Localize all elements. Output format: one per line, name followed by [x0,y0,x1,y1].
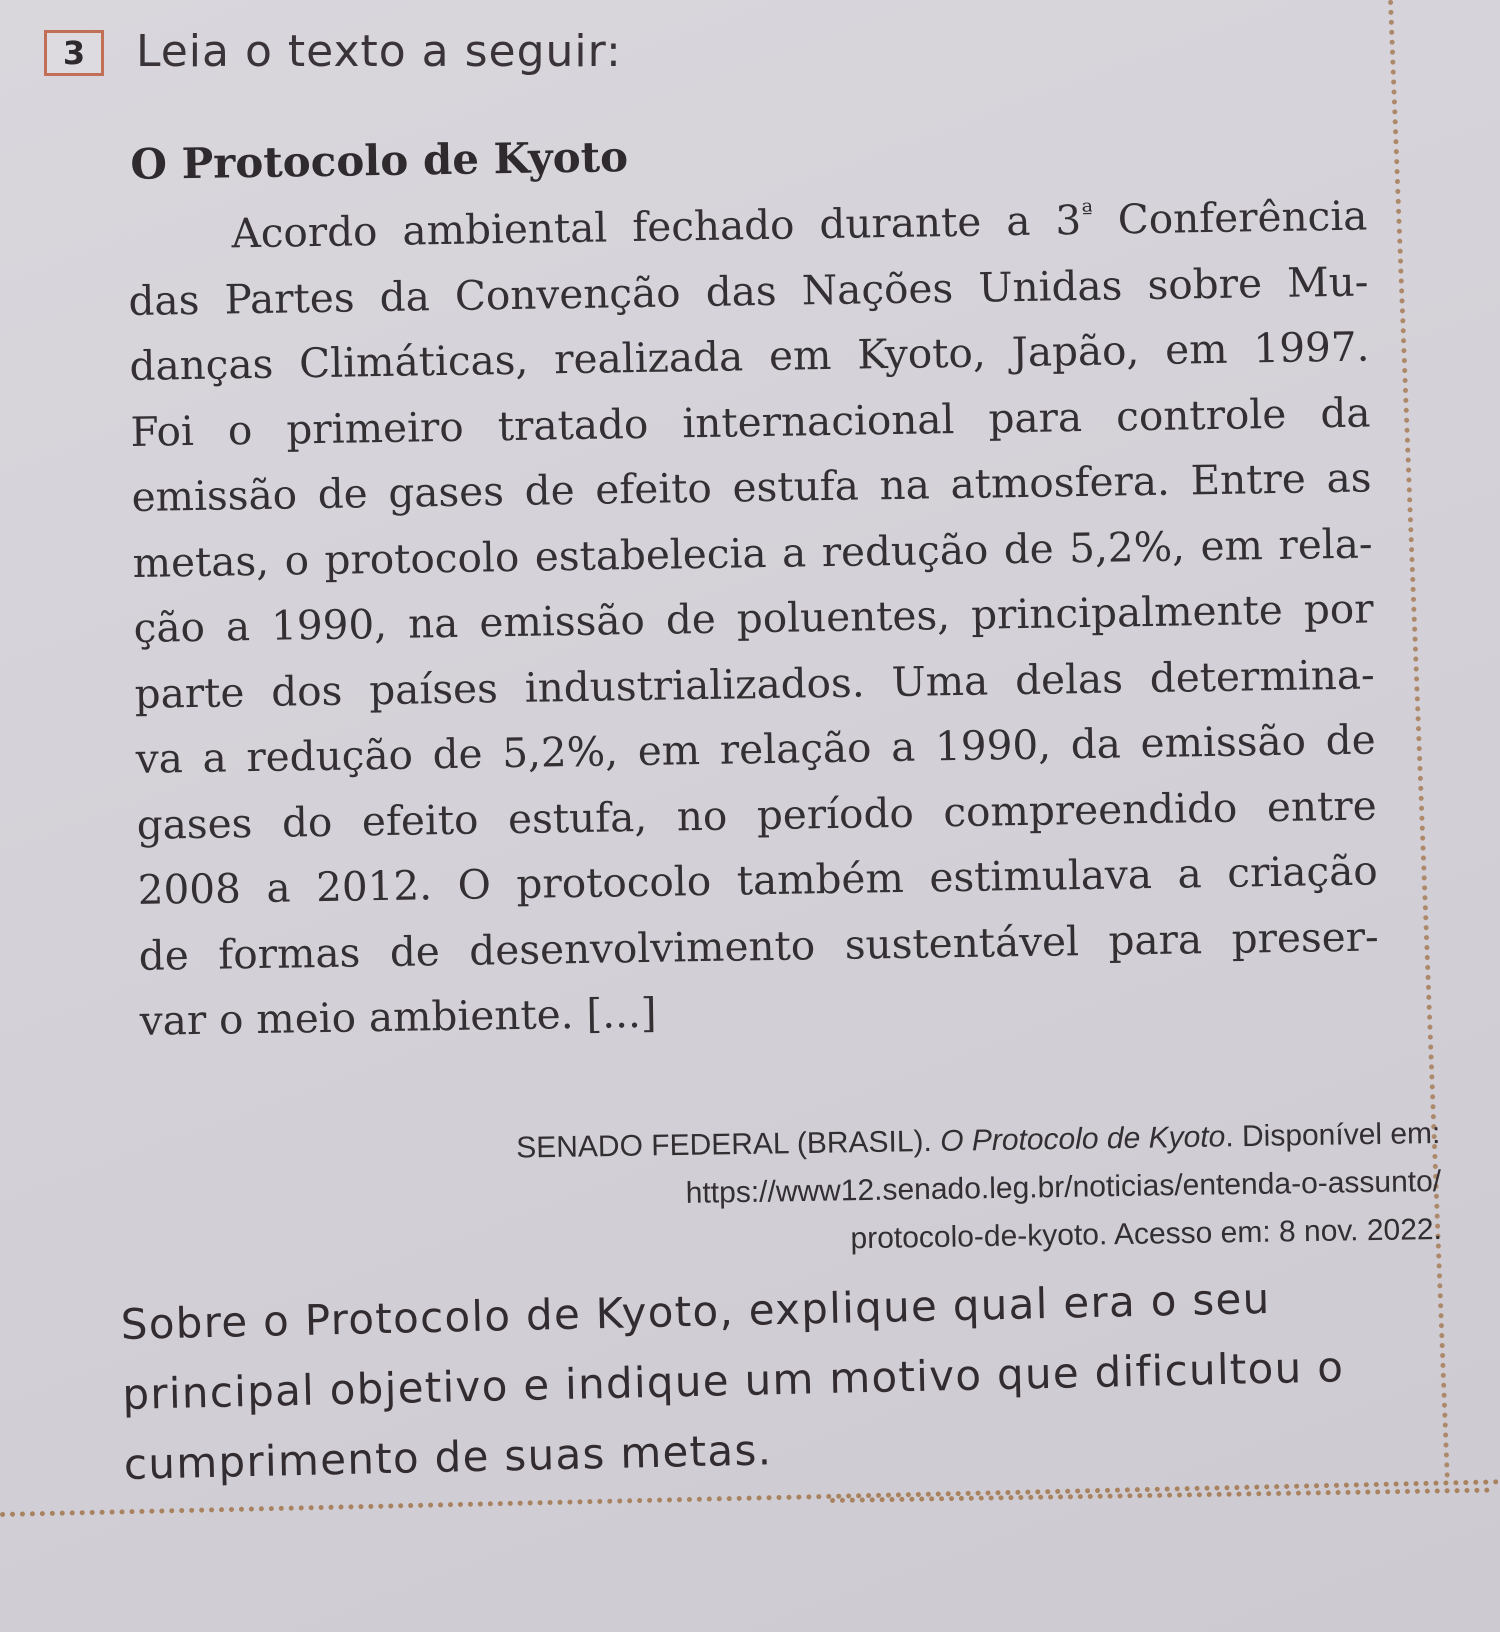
article-line: emissão de gases de efeito estufa na atmosfera. Entre as [131,453,1372,521]
question-line: cumprimento de suas metas. [123,1425,773,1489]
citation-author: SENADO FEDERAL (BRASIL). [515,1124,933,1165]
margin-dotted-guide [1388,0,1450,1479]
article-line: de formas de desenvolvimento sustentável para preser- [138,911,1380,980]
citation-available: . Disponível em: [1225,1116,1441,1154]
question-instruction: Leia o texto a seguir: [136,26,622,77]
article-line: parte dos países industrializados. Uma delas determina- [134,649,1375,718]
citation-work-title: O Protocolo de Kyoto [939,1120,1226,1158]
source-citation [340,1110,1442,1271]
question-number-box: 3 [44,30,104,76]
article-line: 2008 a 2012. O protocolo também estimulava a criação [137,846,1379,914]
article-line: danças Climáticas, realizada em Kyoto, Japão, em 1997. [129,322,1370,390]
article-line: das Partes da Convenção das Nações Unidas sobre Mu- [128,257,1369,325]
article-line: ção a 1990, na emissão de poluentes, principalmente por [133,584,1374,652]
article-body [127,184,1380,1055]
question-line: Sobre o Protocolo de Kyoto, explique qual era o seu [120,1273,1272,1349]
article-title: O Protocolo de Kyoto [129,132,629,189]
article-line: gases do efeito estufa, no período compreendido entre [136,780,1377,849]
article-line: va a redução de 5,2%, em relação a 1990, da emissão de [135,715,1376,783]
article-line: metas, o protocolo estabelecia a redução de 5,2%, em rela- [132,518,1373,587]
article-line: Acordo ambiental fechado durante a $3^ª$ Conferência [231,191,1368,258]
question-prompt [120,1261,1424,1500]
article [126,121,1380,1055]
citation-access-date: protocolo-de-kyoto. Acesso em: 8 nov. 2022. [850,1212,1443,1256]
article-line: Foi o primeiro tratado internacional para controle da [130,387,1371,456]
question-line: principal objetivo e indique um motivo que dificultou o [121,1342,1345,1419]
ordinal-indicator: ª [1080,197,1093,227]
citation-url: https://www12.senado.leg.br/noticias/entenda-o-assunto/ [685,1164,1442,1210]
article-line: var o meio ambiente. [...] [139,988,657,1045]
